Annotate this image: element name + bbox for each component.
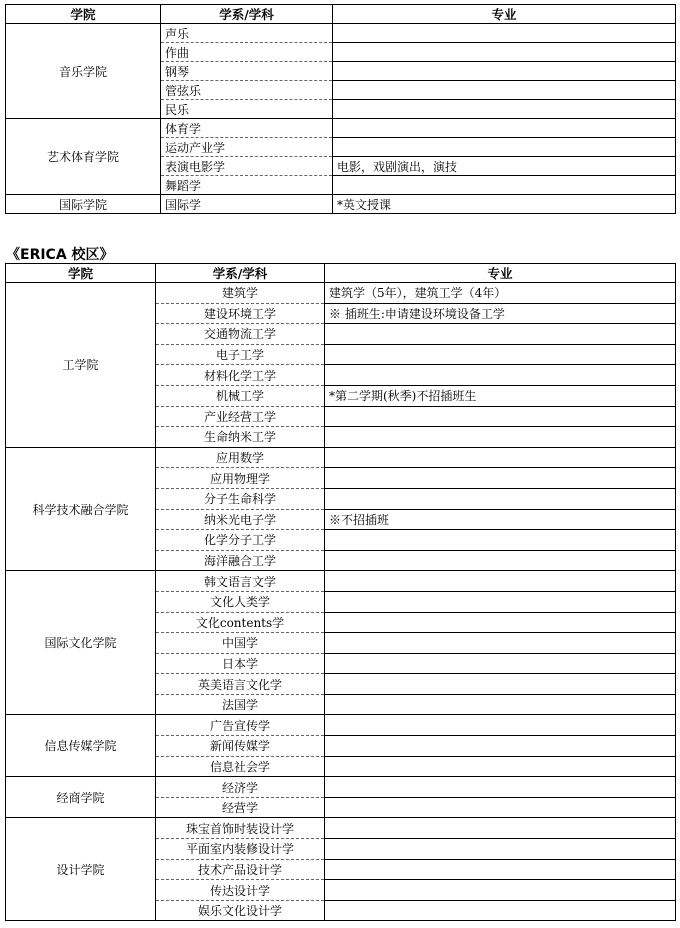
college-cell: 国际文化学院 (6, 571, 156, 715)
department-cell: 国际学 (161, 195, 333, 214)
major-cell (325, 571, 676, 592)
major-cell (325, 406, 676, 427)
major-cell (333, 81, 676, 100)
department-cell: 韩文语言文学 (156, 571, 325, 592)
table-row (6, 818, 676, 839)
major-cell (325, 530, 676, 551)
department-cell: 应用数学 (156, 447, 325, 468)
college-cell: 工学院 (6, 283, 156, 448)
department-cell: 海洋融合工学 (156, 550, 325, 571)
department-cell: 机械工学 (156, 385, 325, 406)
major-cell: 电影，戏剧演出，演技 (333, 157, 676, 176)
department-cell: 作曲 (161, 43, 333, 62)
department-cell: 民乐 (161, 100, 333, 119)
major-cell (333, 24, 676, 43)
college-cell: 艺术体育学院 (6, 119, 161, 195)
major-cell (325, 550, 676, 571)
college-cell: 经商学院 (6, 777, 156, 818)
department-cell: 日本学 (156, 653, 325, 674)
department-cell: 建设环境工学 (156, 303, 325, 324)
erica-campus-title: 《ERICA 校区》 (6, 247, 114, 263)
department-cell: 文化人类学 (156, 591, 325, 612)
header-department: 学系/学科 (161, 5, 333, 24)
major-cell (333, 138, 676, 157)
major-cell (325, 859, 676, 880)
major-cell (325, 797, 676, 818)
major-cell (325, 653, 676, 674)
department-cell: 平面室内装修设计学 (156, 839, 325, 860)
major-cell (325, 674, 676, 695)
department-cell: 信息社会学 (156, 756, 325, 777)
department-cell: 传达设计学 (156, 880, 325, 901)
header-major: 专业 (333, 5, 676, 24)
header-major: 专业 (325, 264, 676, 283)
erica-campus-table (5, 263, 676, 921)
table-row (6, 571, 676, 592)
department-cell: 产业经营工学 (156, 406, 325, 427)
table-row (6, 777, 676, 798)
department-cell: 文化contents学 (156, 612, 325, 633)
major-cell (325, 777, 676, 798)
table-row (6, 119, 676, 138)
table-header-row (6, 264, 676, 283)
major-cell (325, 365, 676, 386)
college-cell: 信息传媒学院 (6, 715, 156, 777)
major-cell (333, 100, 676, 119)
header-department: 学系/学科 (156, 264, 325, 283)
department-cell: 经济学 (156, 777, 325, 798)
department-cell: 技术产品设计学 (156, 859, 325, 880)
table-body (6, 283, 676, 921)
major-cell (325, 880, 676, 901)
table-header-row (6, 5, 676, 24)
department-cell: 材料化学工学 (156, 365, 325, 386)
table-row (6, 195, 676, 214)
department-cell: 经营学 (156, 797, 325, 818)
seoul-campus-table (5, 4, 676, 214)
department-cell: 法国学 (156, 694, 325, 715)
department-cell: 舞蹈学 (161, 176, 333, 195)
major-cell (325, 447, 676, 468)
college-cell: 设计学院 (6, 818, 156, 921)
major-cell: 建筑学（5年），建筑工学（4年） (325, 283, 676, 304)
table-row (6, 715, 676, 736)
header-college: 学院 (6, 264, 156, 283)
major-cell (325, 427, 676, 448)
department-cell: 表演电影学 (161, 157, 333, 176)
department-cell: 电子工学 (156, 344, 325, 365)
department-cell: 化学分子工学 (156, 530, 325, 551)
major-cell (325, 612, 676, 633)
table-row (6, 447, 676, 468)
major-cell (325, 591, 676, 612)
department-cell: 生命纳米工学 (156, 427, 325, 448)
major-cell (325, 488, 676, 509)
department-cell: 娱乐文化设计学 (156, 900, 325, 921)
major-cell (325, 900, 676, 921)
major-cell (325, 715, 676, 736)
major-cell: ※不招插班 (325, 509, 676, 530)
department-cell: 新闻传媒学 (156, 736, 325, 757)
header-college: 学院 (6, 5, 161, 24)
major-cell (325, 756, 676, 777)
department-cell: 英美语言文化学 (156, 674, 325, 695)
major-cell (333, 43, 676, 62)
department-cell: 声乐 (161, 24, 333, 43)
department-cell: 体育学 (161, 119, 333, 138)
major-cell: ※ 插班生:申请建设环境设备工学 (325, 303, 676, 324)
department-cell: 建筑学 (156, 283, 325, 304)
department-cell: 纳米光电子学 (156, 509, 325, 530)
table-row (6, 283, 676, 304)
major-cell (333, 176, 676, 195)
department-cell: 交通物流工学 (156, 324, 325, 345)
department-cell: 运动产业学 (161, 138, 333, 157)
major-cell (325, 839, 676, 860)
major-cell: *第二学期(秋季)不招插班生 (325, 385, 676, 406)
department-cell: 管弦乐 (161, 81, 333, 100)
college-cell: 音乐学院 (6, 24, 161, 119)
department-cell: 中国学 (156, 633, 325, 654)
major-cell (325, 736, 676, 757)
department-cell: 广告宣传学 (156, 715, 325, 736)
major-cell (333, 62, 676, 81)
major-cell (325, 468, 676, 489)
major-cell (325, 324, 676, 345)
table-row (6, 24, 676, 43)
college-cell: 国际学院 (6, 195, 161, 214)
department-cell: 应用物理学 (156, 468, 325, 489)
major-cell: *英文授课 (333, 195, 676, 214)
department-cell: 分子生命科学 (156, 488, 325, 509)
table-body (6, 24, 676, 214)
department-cell: 钢琴 (161, 62, 333, 81)
major-cell (325, 344, 676, 365)
college-cell: 科学技术融合学院 (6, 447, 156, 571)
major-cell (325, 633, 676, 654)
major-cell (325, 694, 676, 715)
major-cell (325, 818, 676, 839)
department-cell: 珠宝首饰时装设计学 (156, 818, 325, 839)
major-cell (333, 119, 676, 138)
